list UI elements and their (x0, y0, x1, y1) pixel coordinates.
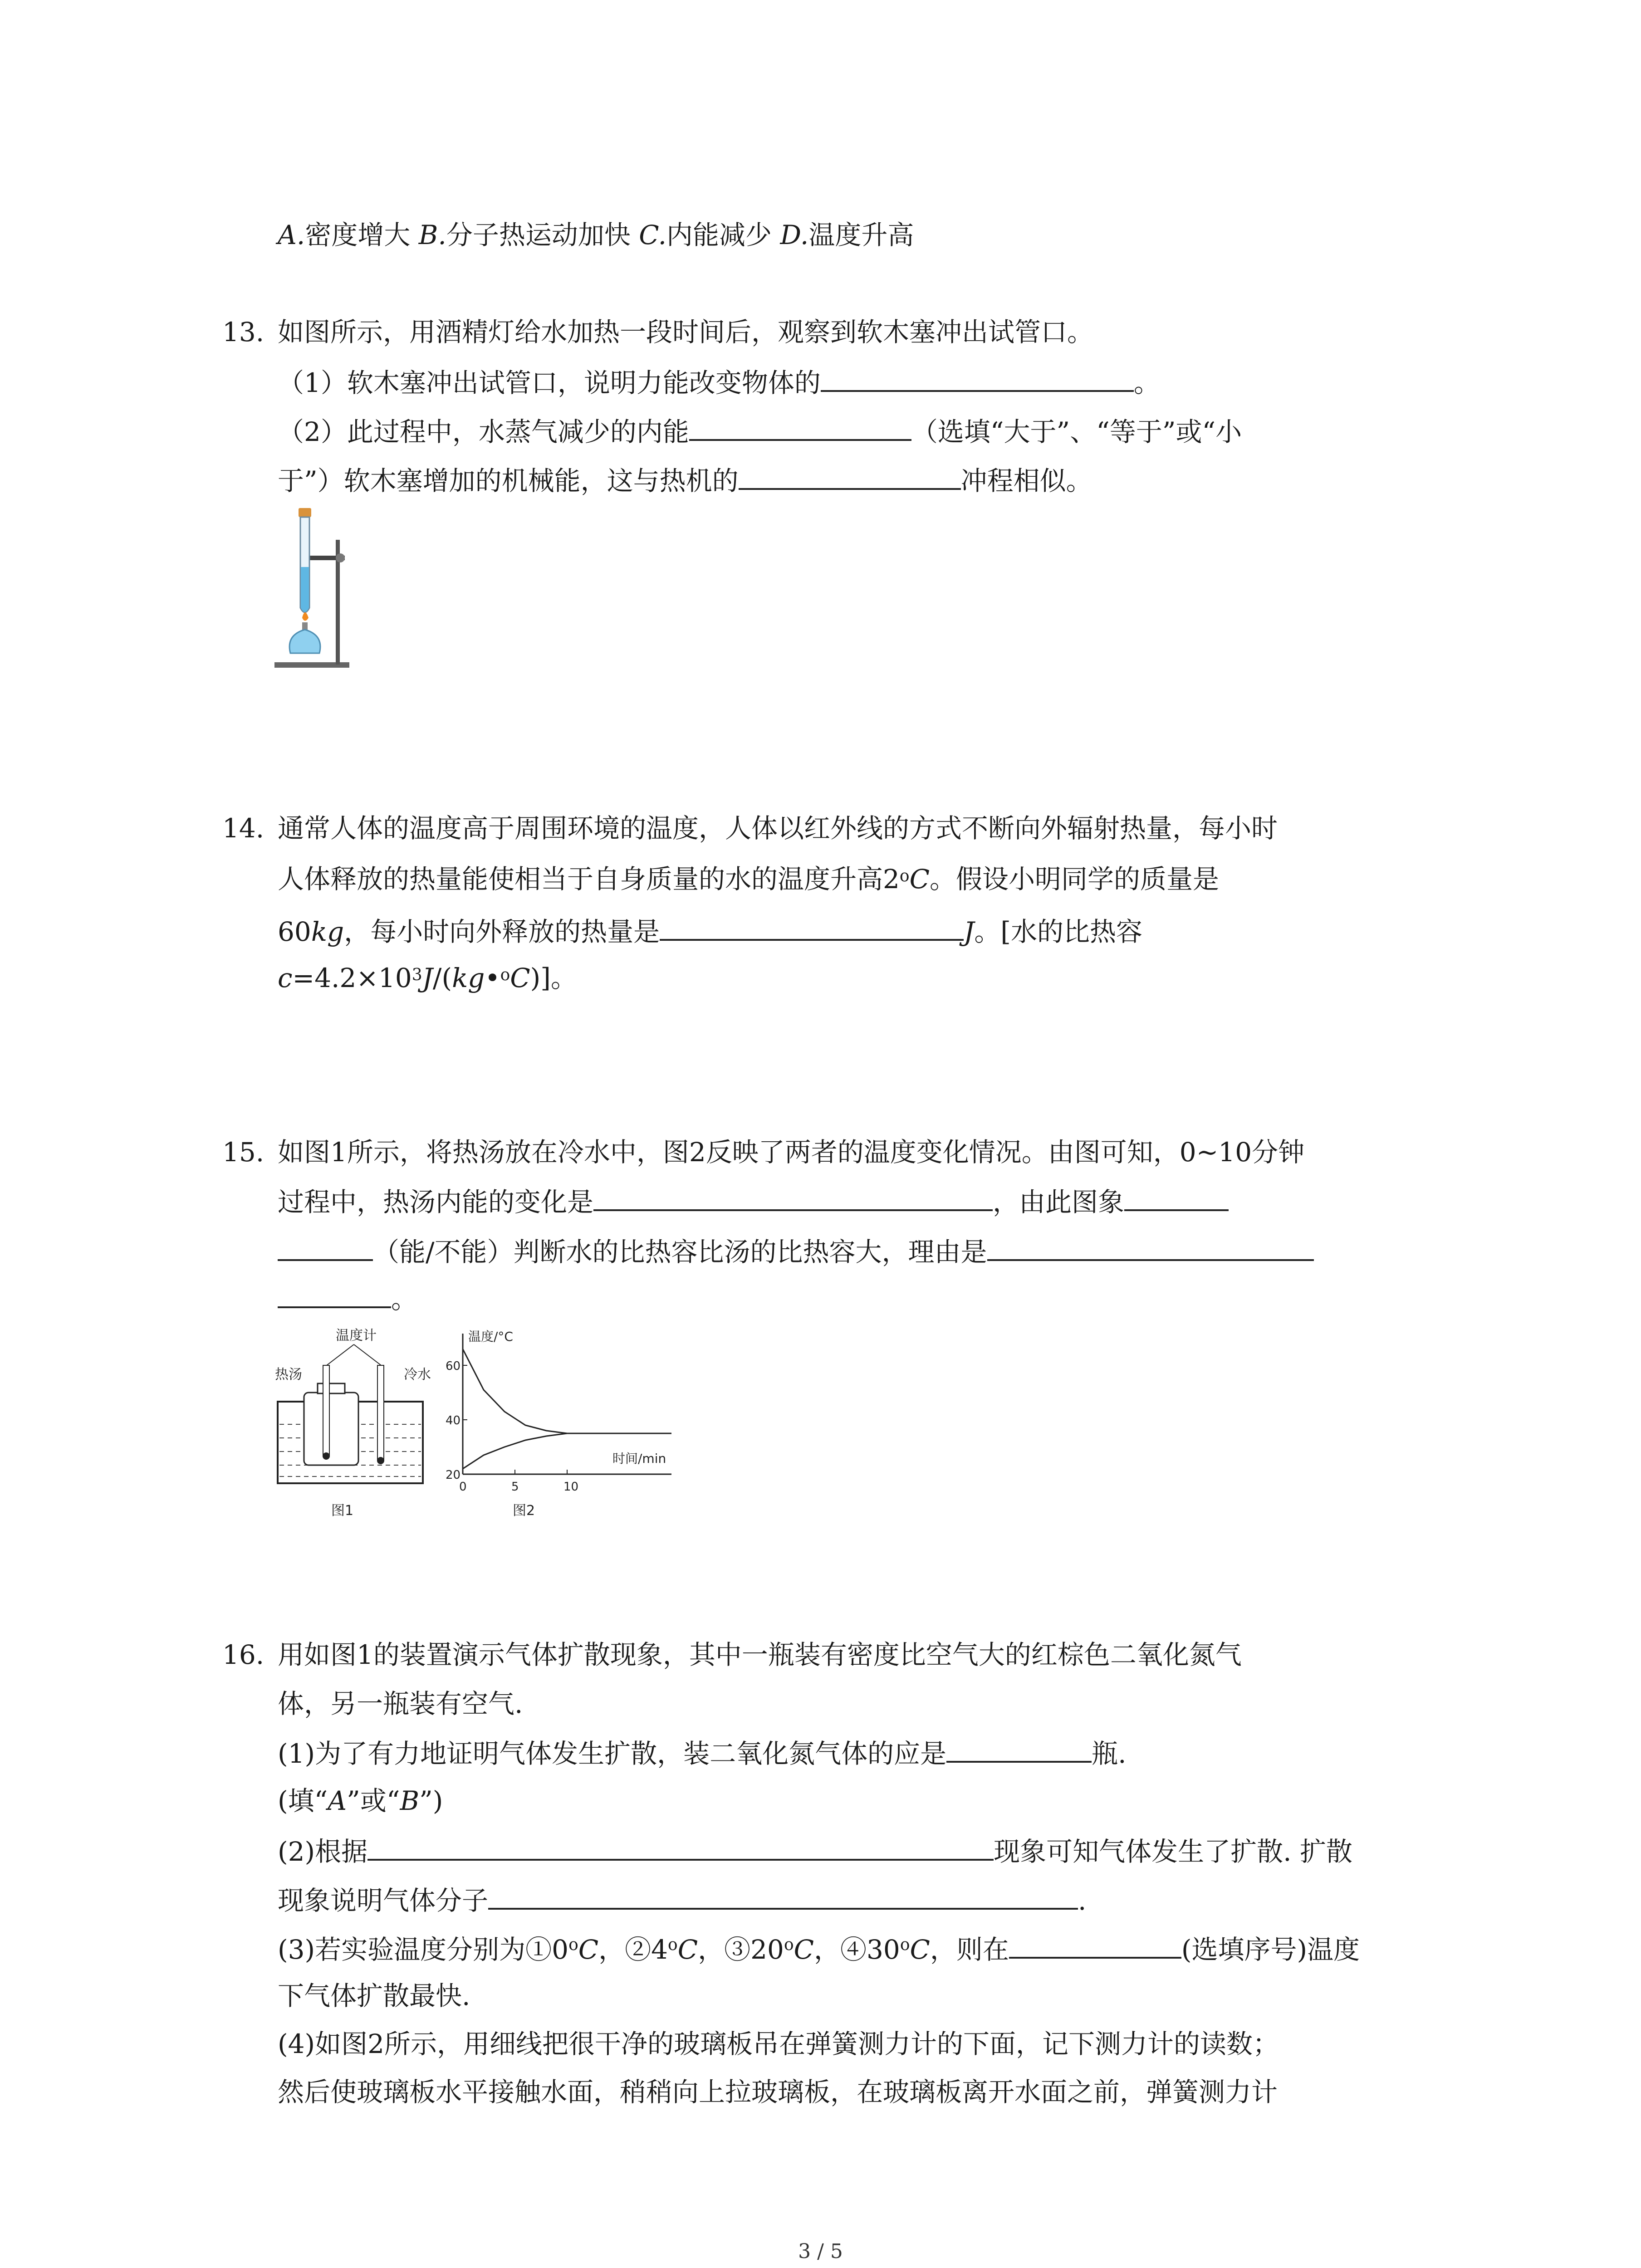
q16-line6 (278, 1881, 1086, 1919)
q15-line3-text: （能/不能）判断水的比热容比汤的比热容大，理由是 (373, 1237, 987, 1267)
cork-stopper (299, 508, 311, 517)
y-tick-label: 20 (446, 1468, 461, 1482)
q16-blank-phenomenon[interactable] (367, 1832, 994, 1861)
figure1-caption: 图1 (331, 1503, 354, 1519)
unit-j: J (964, 916, 975, 947)
q16-blank-bottle[interactable] (946, 1734, 1092, 1763)
thermometer-1 (323, 1365, 329, 1456)
slash: /( (432, 963, 452, 993)
q16-line7-text: (3)若实验温度分别为①0 (278, 1934, 569, 1965)
q15-blank-3b[interactable] (278, 1279, 391, 1308)
q12-options (278, 217, 914, 253)
q16-line9: (4)如图2所示，用细线把很干净的玻璃板吊在弹簧测力计的下面，记下测力计的读数； (278, 2028, 1279, 2059)
page-number: 3 / 5 (798, 2240, 843, 2263)
symbol-c: c (278, 963, 293, 993)
q13-blank-2[interactable] (689, 412, 911, 441)
q16-line7 (278, 1930, 1360, 1968)
q15-line3 (278, 1232, 1314, 1270)
q15-figure2-temperature-chart (445, 1325, 699, 1533)
clamp-knob (336, 553, 345, 562)
q13-stem: 如图所示，用酒精灯给水加热一段时间后，观察到软木塞冲出试管口。 (278, 317, 1094, 347)
q13-blank-1[interactable] (821, 363, 1134, 392)
q16-line7-mid: ，则在 (930, 1934, 1009, 1965)
q15-blank-2b[interactable] (278, 1232, 373, 1261)
temp-2-text: ，②4 (598, 1934, 668, 1965)
q16-blank-molecules[interactable] (488, 1881, 1078, 1910)
q16-line6-text: 现象说明气体分子 (278, 1885, 489, 1916)
q16-line4-text: (填“ (278, 1785, 328, 1816)
degree-sign-2: o (500, 966, 510, 984)
thermometer-label: 温度计 (336, 1328, 377, 1344)
q16-line5-end: 现象可知气体发生了扩散. 扩散 (994, 1836, 1353, 1867)
option-a: A (328, 1785, 347, 1816)
deg-3: o (784, 1936, 794, 1954)
q14-line2 (278, 861, 1219, 897)
specific-heat-value: =4.2×10 (292, 963, 412, 993)
option-b-letter: B. (418, 220, 446, 250)
q13-part2b (278, 461, 1092, 499)
q14-line3 (278, 912, 1142, 950)
cold-water-label: 冷水 (404, 1367, 431, 1383)
q15-blank-3a[interactable] (987, 1232, 1314, 1261)
q16-line7-end: (选填序号)温度 (1181, 1934, 1360, 1965)
unit-c-2: C (510, 963, 530, 993)
q13-part2b-end: 冲程相似。 (960, 465, 1092, 496)
deg-2: o (668, 1936, 678, 1954)
q15-line2 (278, 1182, 1229, 1220)
q15-figure1-beaker (272, 1325, 445, 1533)
q16-line8: 下气体扩散最快. (278, 1980, 470, 2011)
alcohol-lamp (289, 630, 320, 653)
dot: • (485, 963, 500, 993)
unit-4: C (910, 1934, 930, 1965)
option-b: B (400, 1785, 420, 1816)
unit-2: C (677, 1934, 698, 1965)
q15-line2-mid: ，由此图象 (993, 1187, 1125, 1217)
tube-water (301, 567, 309, 612)
q14-line4-end: )]。 (530, 963, 577, 993)
y-tick-label: 40 (446, 1414, 461, 1427)
lamp-flame (302, 612, 309, 621)
q15-line1: 如图1所示，将热汤放在冷水中，图2反映了两者的温度变化情况。由图可知，0~10分钟 (278, 1137, 1305, 1168)
unit-j-2: J (422, 963, 433, 993)
q15-line4-end: 。 (391, 1284, 418, 1315)
q14-line4 (278, 960, 577, 996)
option-a-text: 密度增大 (305, 220, 419, 250)
temp-3-text: ，③20 (698, 1934, 784, 1965)
series-line-cooling (463, 1349, 671, 1433)
x-axis-label: 时间/min (612, 1451, 666, 1466)
x-tick-label: 5 (511, 1480, 519, 1494)
q16-line1: 用如图1的装置演示气体扩散现象，其中一瓶装有密度比空气大的红棕色二氧化氮气 (278, 1639, 1242, 1670)
q13-part2b-text: 于”）软木塞增加的机械能，这与热机的 (278, 465, 739, 496)
y-tick-label: 60 (446, 1359, 461, 1373)
deg-4: o (900, 1936, 910, 1954)
q13-part1-end: 。 (1133, 367, 1160, 398)
q13-part1-text: （1）软木塞冲出试管口，说明力能改变物体的 (278, 367, 821, 398)
option-d-text: 温度升高 (808, 220, 914, 250)
container-lid (318, 1383, 345, 1393)
q16-line6-end: . (1078, 1885, 1087, 1916)
q16-line5-text: (2)根据 (278, 1836, 368, 1867)
unit-c: C (909, 864, 930, 894)
q15-line2-text: 过程中，热汤内能的变化是 (278, 1187, 594, 1217)
q13-part1 (278, 363, 1160, 401)
q14-line1: 通常人体的温度高于周围环境的温度，人体以红外线的方式不断向外辐射热量，每小时 (278, 813, 1278, 844)
q16-blank-temp[interactable] (1009, 1930, 1181, 1959)
q14-line2-text: 人体释放的热量能使相当于自身质量的水的温度升高2 (278, 864, 900, 894)
q16-line3-end: 瓶. (1092, 1738, 1127, 1769)
q13-number: 13. (222, 317, 265, 347)
thermometer-2 (377, 1365, 384, 1461)
q16-line4-end: ”) (419, 1785, 443, 1816)
option-b-text: 分子热运动加快 (446, 220, 639, 250)
q14-line3-end: 。[水的比热容 (974, 916, 1143, 947)
q15-blank-1[interactable] (593, 1182, 993, 1211)
q13-part2-hint: （选填“大于”、“等于”或“小 (911, 416, 1242, 447)
q13-apparatus-figure (272, 499, 363, 671)
q16-line3 (278, 1734, 1127, 1772)
q16-number: 16. (222, 1639, 265, 1670)
q16-line4-mid: ”或“ (347, 1785, 400, 1816)
x-tick-label: 0 (459, 1480, 467, 1494)
unit-kg: kg (452, 963, 485, 993)
degree-sign: o (899, 867, 910, 885)
q15-blank-2a[interactable] (1124, 1182, 1229, 1211)
q16-line5 (278, 1832, 1352, 1870)
deg-1: o (568, 1936, 578, 1954)
exponent: 3 (411, 966, 422, 984)
temp-4-text: ，④30 (814, 1934, 900, 1965)
q16-line3-text: (1)为了有力地证明气体发生扩散，装二氧化氮气体的应是 (278, 1738, 947, 1769)
q14-blank-heat[interactable] (660, 912, 964, 941)
option-d-letter: D. (780, 220, 809, 250)
q13-part2 (278, 412, 1242, 450)
mass-value: 60 (278, 916, 311, 947)
q16-line4 (278, 1783, 443, 1819)
figure2-caption: 图2 (513, 1503, 535, 1519)
unit-1: C (578, 1934, 599, 1965)
q16-line10: 然后使玻璃板水平接触水面，稍稍向上拉玻璃板，在玻璃板离开水面之前，弹簧测力计 (278, 2077, 1278, 2107)
soup-container (304, 1393, 358, 1465)
q15-number: 15. (222, 1137, 265, 1168)
q14-number: 14. (222, 813, 265, 844)
mass-unit: kg (311, 916, 344, 947)
q15-line4 (278, 1279, 417, 1317)
x-tick-label: 10 (563, 1480, 579, 1494)
hot-soup-label: 热汤 (275, 1367, 302, 1383)
y-axis-label: 温度/°C (468, 1329, 513, 1344)
q13-part2-text: （2）此过程中，水蒸气减少的内能 (278, 416, 689, 447)
q14-line3-text: ，每小时向外释放的热量是 (344, 916, 660, 947)
unit-3: C (794, 1934, 814, 1965)
option-c-letter: C. (639, 220, 667, 250)
q14-line2-end: 。假设小明同学的质量是 (929, 864, 1219, 894)
option-a-letter: A. (278, 220, 305, 250)
q16-line2: 体，另一瓶装有空气. (278, 1688, 523, 1719)
option-c-text: 内能减少 (666, 220, 780, 250)
q13-blank-3[interactable] (739, 461, 961, 490)
